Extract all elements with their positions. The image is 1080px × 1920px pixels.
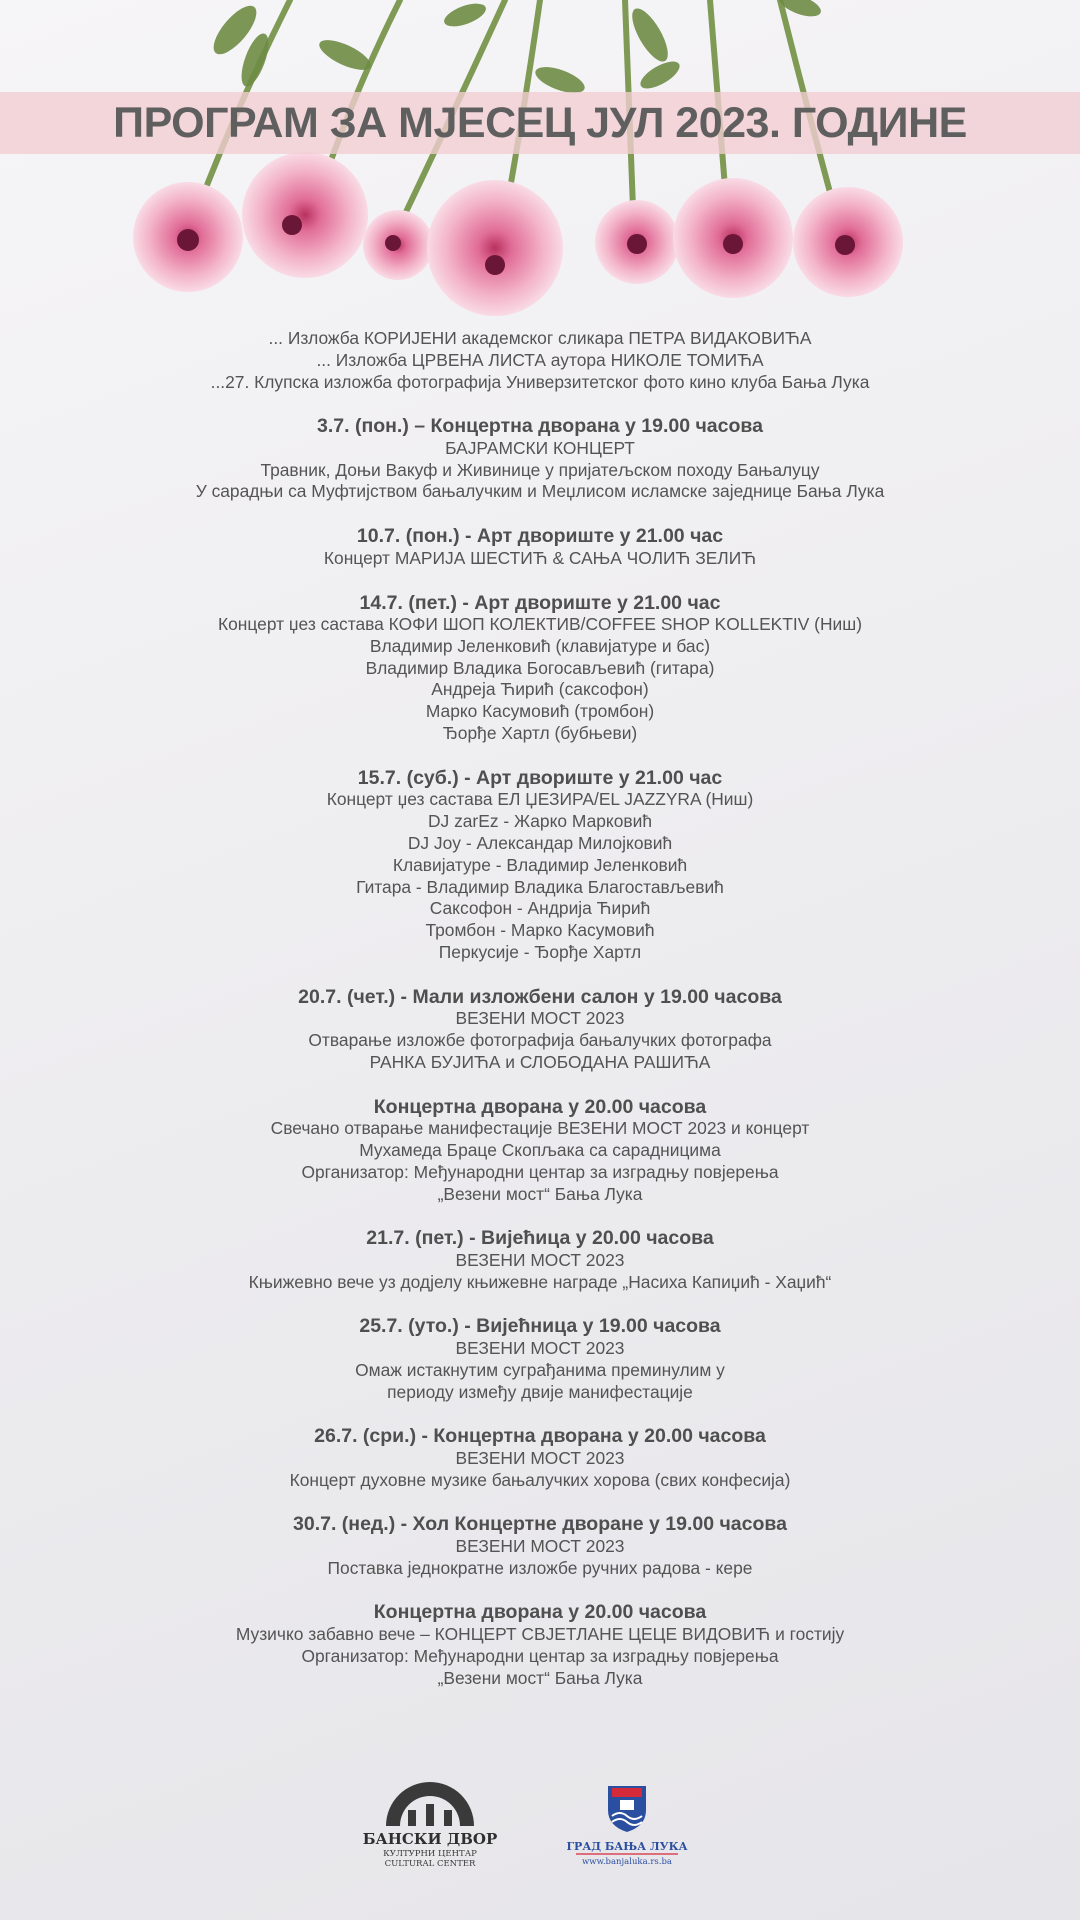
intro-exhibitions (0, 328, 1080, 393)
event-line: DJ Joy - Александар Милојковић (407, 832, 673, 853)
event-line: ВЕЗЕНИ МОСТ 2023 (455, 1249, 625, 1270)
event-line: Марко Касумовић (тромбон) (425, 701, 655, 722)
event-line: ВЕЗЕНИ МОСТ 2023 (455, 1337, 625, 1358)
event-line: БАЈРАМСКИ КОНЦЕРТ (445, 437, 635, 458)
city-coat-of-arms-icon (608, 1786, 646, 1832)
event-block (0, 1601, 1080, 1689)
event-heading: Концертна дворана у 20.00 часова (373, 1601, 707, 1624)
banski-dvor-arch-icon (386, 1782, 474, 1826)
event-line: Травник, Доњи Вакуф и Живинице у пријатељском походу Бањалуцу (260, 459, 820, 480)
event-line: Свечано отварање манифестације ВЕЗЕНИ МОСТ 2023 и концерт (270, 1118, 810, 1139)
city-website: www.banjaluka.rs.ba (582, 1857, 672, 1867)
event-heading: 3.7. (пон.) – Концертна дворана у 19.00 часова (317, 415, 763, 438)
event-line: „Везени мост“ Бања Лука (437, 1667, 643, 1688)
event-line: ВЕЗЕНИ МОСТ 2023 (455, 1008, 625, 1029)
event-line: DJ zarEz - Жарко Марковић (427, 811, 653, 832)
event-block (0, 1227, 1080, 1293)
event-line: „Везени мост“ Бања Лука (437, 1183, 643, 1204)
event-heading: 14.7. (пет.) - Арт двориште у 21.00 час (359, 591, 721, 614)
event-line: Саксофон - Андрија Ћирић (429, 898, 651, 919)
event-line: Омаж истакнутим суграђанима преминулим у (355, 1359, 725, 1380)
event-heading: 10.7. (пон.) - Арт двориште у 21.00 час (356, 525, 724, 548)
event-block (0, 1513, 1080, 1579)
event-line: Музичко забавно вече – КОНЦЕРТ СВЈЕТЛАНЕ ЦЕЦЕ ВИДОВИЋ и гостију (235, 1623, 845, 1644)
event-line: Поставка једнократне изложбе ручних радова - кере (327, 1557, 753, 1578)
event-heading: 30.7. (нед.) - Хол Концертне дворане у 19.00 часова (293, 1513, 787, 1536)
event-line: Ђорђе Хартл (бубњеви) (442, 723, 638, 744)
event-line: Мухамеда Браце Скопљака са сарадницима (359, 1139, 721, 1160)
page-title: ПРОГРАМ ЗА МЈЕСЕЦ ЈУЛ 2023. ГОДИНЕ (113, 98, 967, 147)
event-line: Андреја Ћирић (саксофон) (431, 679, 649, 700)
event-line: Организатор: Међународни центар за изградњу повјерења (301, 1645, 779, 1666)
banski-dvor-subtitle: КУЛТУРНИ ЦЕНТАР (383, 1849, 477, 1859)
event-line: Гитара - Владимир Владика Благостављевић (356, 876, 724, 897)
event-heading: 15.7. (суб.) - Арт двориште у 21.00 час (357, 766, 723, 789)
event-heading: 26.7. (сри.) - Концертна дворана у 20.00 часова (314, 1425, 766, 1448)
event-block (0, 1315, 1080, 1403)
banski-dvor-name: БАНСКИ ДВОР (362, 1830, 498, 1848)
intro-line: ... Изложба КОРИЈЕНИ академског сликара ПЕТРА ВИДАКОВИЋА (268, 328, 812, 348)
flowers-header-image (0, 0, 1080, 330)
event-line: Концерт џез састава КОФИ ШОП КОЛЕКТИВ/COFFEE SHOP KOLLEKTIV (Ниш) (218, 614, 862, 635)
event-block (0, 986, 1080, 1074)
event-heading: 21.7. (пет.) - Вијећица у 20.00 часова (366, 1227, 714, 1250)
event-line: РАНКА БУЈИЋА и СЛОБОДАНА РАШИЋА (369, 1051, 711, 1072)
event-line: Отварање изложбе фотографија бањалучких фотографа (308, 1030, 772, 1051)
event-line: Клавијатуре - Владимир Јеленковић (392, 854, 688, 875)
event-block (0, 415, 1080, 503)
intro-line: ... Изложба ЦРВЕНА ЛИСТА аутора НИКОЛЕ ТОМИЋА (316, 349, 764, 370)
event-line: Концерт МАРИЈА ШЕСТИЋ & САЊА ЧОЛИЋ ЗЕЛИЋ (323, 547, 757, 568)
banski-dvor-subtitle-en: CULTURAL CENTER (384, 1859, 476, 1869)
banski-dvor-logo (363, 1782, 498, 1869)
event-line: Организатор: Међународни центар за изградњу повјерења (301, 1161, 779, 1182)
event-block (0, 592, 1080, 745)
event-block (0, 525, 1080, 569)
event-heading: 20.7. (чет.) - Мали изложбени салон у 19.00 часова (298, 985, 782, 1008)
event-line: Владимир Владика Богосављевић (гитара) (365, 657, 715, 678)
city-name: ГРАД БАЊА ЛУКА (566, 1840, 688, 1853)
event-line: Владимир Јеленковић (клавијатуре и бас) (369, 635, 711, 656)
event-line: У сарадњи са Муфтијством бањалучким и Меџлисом исламске заједнице Бања Лука (195, 481, 885, 502)
event-line: Концерт духовне музике бањалучких хорова (свих конфесија) (289, 1469, 791, 1490)
event-block (0, 1096, 1080, 1206)
event-line: ВЕЗЕНИ МОСТ 2023 (455, 1535, 625, 1556)
event-heading: 25.7. (уто.) - Вијећница у 19.00 часова (359, 1315, 721, 1338)
event-line: Концерт џез састава ЕЛ ЏЕЗИРА/EL JAZZYRA (Ниш) (326, 789, 754, 810)
event-line: периоду између двије манифестације (387, 1381, 693, 1402)
footer-logos (0, 1780, 1080, 1880)
event-heading: Концертна дворана у 20.00 часова (373, 1095, 707, 1118)
city-banja-luka-logo (566, 1786, 687, 1867)
event-line: ВЕЗЕНИ МОСТ 2023 (455, 1447, 625, 1468)
program-listing (0, 328, 1080, 1711)
event-line: Књижевно вече уз додјелу књижевне награде „Насиха Капиџић - Хаџић“ (248, 1271, 832, 1292)
title-band (0, 92, 1080, 154)
event-line: Перкусије - Ђорђе Хартл (438, 941, 642, 962)
event-block (0, 767, 1080, 964)
event-line: Тромбон - Марко Касумовић (425, 920, 655, 941)
intro-line: ...27. Клупска изложба фотографија Универзитетског фото кино клуба Бања Лука (210, 371, 870, 392)
event-block (0, 1425, 1080, 1491)
